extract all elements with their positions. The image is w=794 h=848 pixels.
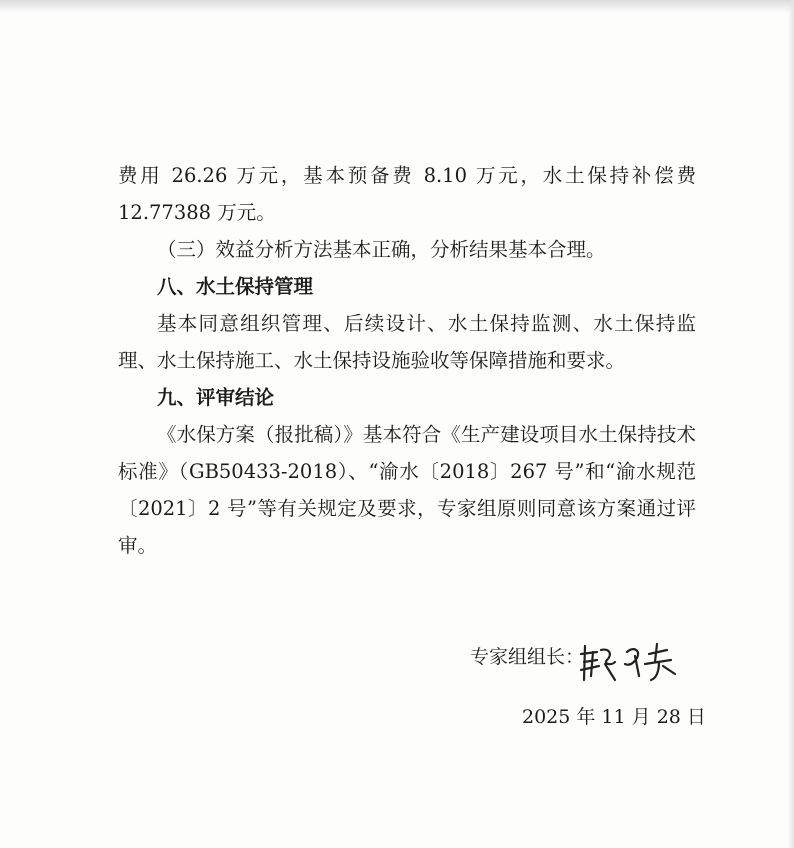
scan-edge-top xyxy=(0,0,794,14)
paragraph-conclusion: 《水保方案（报批稿）》基本符合《生产建设项目水土保持技术标准》（GB50433-2018）、“渝水〔2018〕267 号”和“渝水规范〔2021〕2 号”等有关规定及要求，专家组原则同意该方案通过评审。 xyxy=(118,423,696,557)
heading-section-9: 九、评审结论 xyxy=(157,386,275,409)
paragraph-benefit-analysis: （三）效益分析方法基本正确，分析结果基本合理。 xyxy=(157,238,606,261)
document-body xyxy=(118,157,696,564)
paragraph-costs: 费用 26.26 万元，基本预备费 8.10 万元，水土保持补偿费 12.77388 万元。 xyxy=(118,164,696,224)
heading-section-8: 八、水土保持管理 xyxy=(157,275,314,298)
handwritten-signature xyxy=(575,640,695,684)
signature-label: 专家组组长： xyxy=(470,646,585,668)
paragraph-management: 基本同意组织管理、后续设计、水土保持监测、水土保持监理、水土保持施工、水土保持设施验收等保障措施和要求。 xyxy=(118,312,696,372)
scan-edge-right xyxy=(788,0,794,848)
document-date: 2025 年 11 月 28 日 xyxy=(522,706,706,728)
